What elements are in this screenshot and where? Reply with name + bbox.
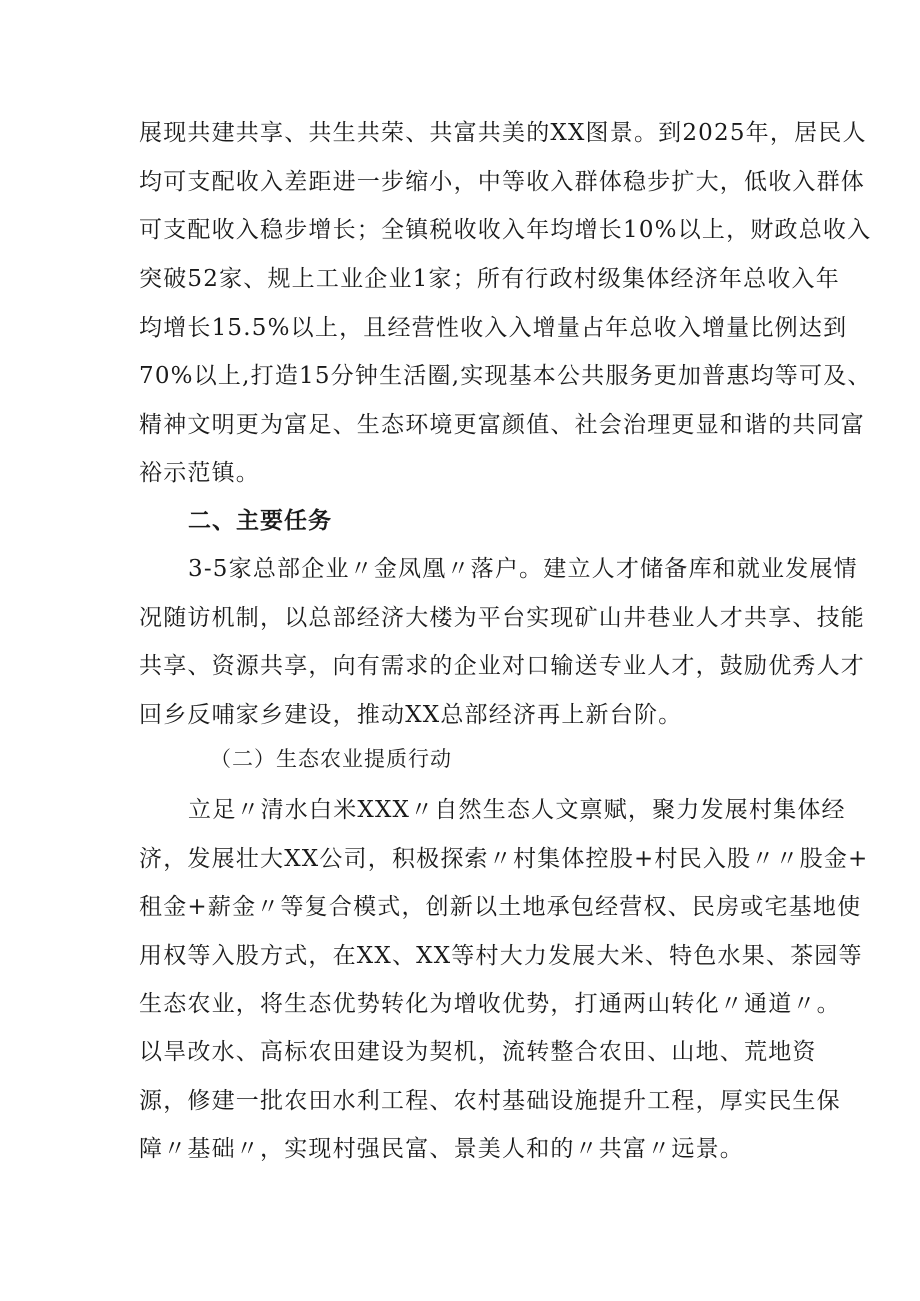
subsection-heading: （二）生态农业提质行动: [210, 747, 452, 771]
paragraph-line: 用权等入股方式，在XX、XX等村大力发展大米、特色水果、茶园等: [139, 943, 863, 969]
section-heading: 二、主要任务: [188, 508, 332, 534]
paragraph-line: 障〃基础〃，实现村强民富、景美人和的〃共富〃远景。: [139, 1136, 744, 1162]
paragraph-line: 裕示范镇。: [139, 460, 260, 486]
paragraph-line: 3-5家总部企业〃金凤凰〃落户。建立人才储备库和就业发展情: [188, 556, 858, 582]
paragraph-line: 立足〃清水白米XXX〃自然生态人文禀赋，聚力发展村集体经: [188, 797, 846, 823]
paragraph-line: 均可支配收入差距进一步缩小，中等收入群体稳步扩大，低收入群体: [139, 169, 865, 195]
paragraph-line: 况随访机制，以总部经济大楼为平台实现矿山井巷业人才共享、技能: [139, 605, 865, 631]
paragraph-line: 可支配收入稳步增长；全镇税收收入年均增长10%以上，财政总收入: [139, 217, 872, 243]
paragraph-line: 突破52家、规上工业企业1家；所有行政村级集体经济年总收入年: [139, 266, 840, 292]
paragraph-line: 共享、资源共享，向有需求的企业对口输送专业人才，鼓励优秀人才: [139, 653, 865, 679]
paragraph-line: 回乡反哺家乡建设，推动XX总部经济再上新台阶。: [139, 702, 683, 728]
paragraph-line: 以旱改水、高标农田建设为契机，流转整合农田、山地、荒地资: [139, 1039, 817, 1065]
paragraph-line: 70%以上,打造15分钟生活圈,实现基本公共服务更加普惠均等可及、: [139, 363, 872, 389]
paragraph-line: 精神文明更为富足、生态环境更富颜值、社会治理更显和谐的共同富: [139, 412, 865, 438]
paragraph-line: 均增长15.5%以上，且经营性收入入增量占年总收入增量比例达到: [139, 315, 848, 341]
paragraph-line: 源，修建一批农田水利工程、农村基础设施提升工程，厚实民生保: [139, 1088, 841, 1114]
paragraph-line: 生态农业，将生态优势转化为增收优势，打通两山转化〃通道〃。: [139, 991, 841, 1017]
paragraph-line: 租金+薪金〃等复合模式，创新以土地承包经营权、民房或宅基地使: [139, 894, 862, 920]
paragraph-line: 济，发展壮大XX公司，积极探索〃村集体控股+村民入股〃〃股金+: [139, 846, 869, 872]
paragraph-line: 展现共建共享、共生共荣、共富共美的XX图景。到2025年，居民人: [139, 120, 867, 146]
